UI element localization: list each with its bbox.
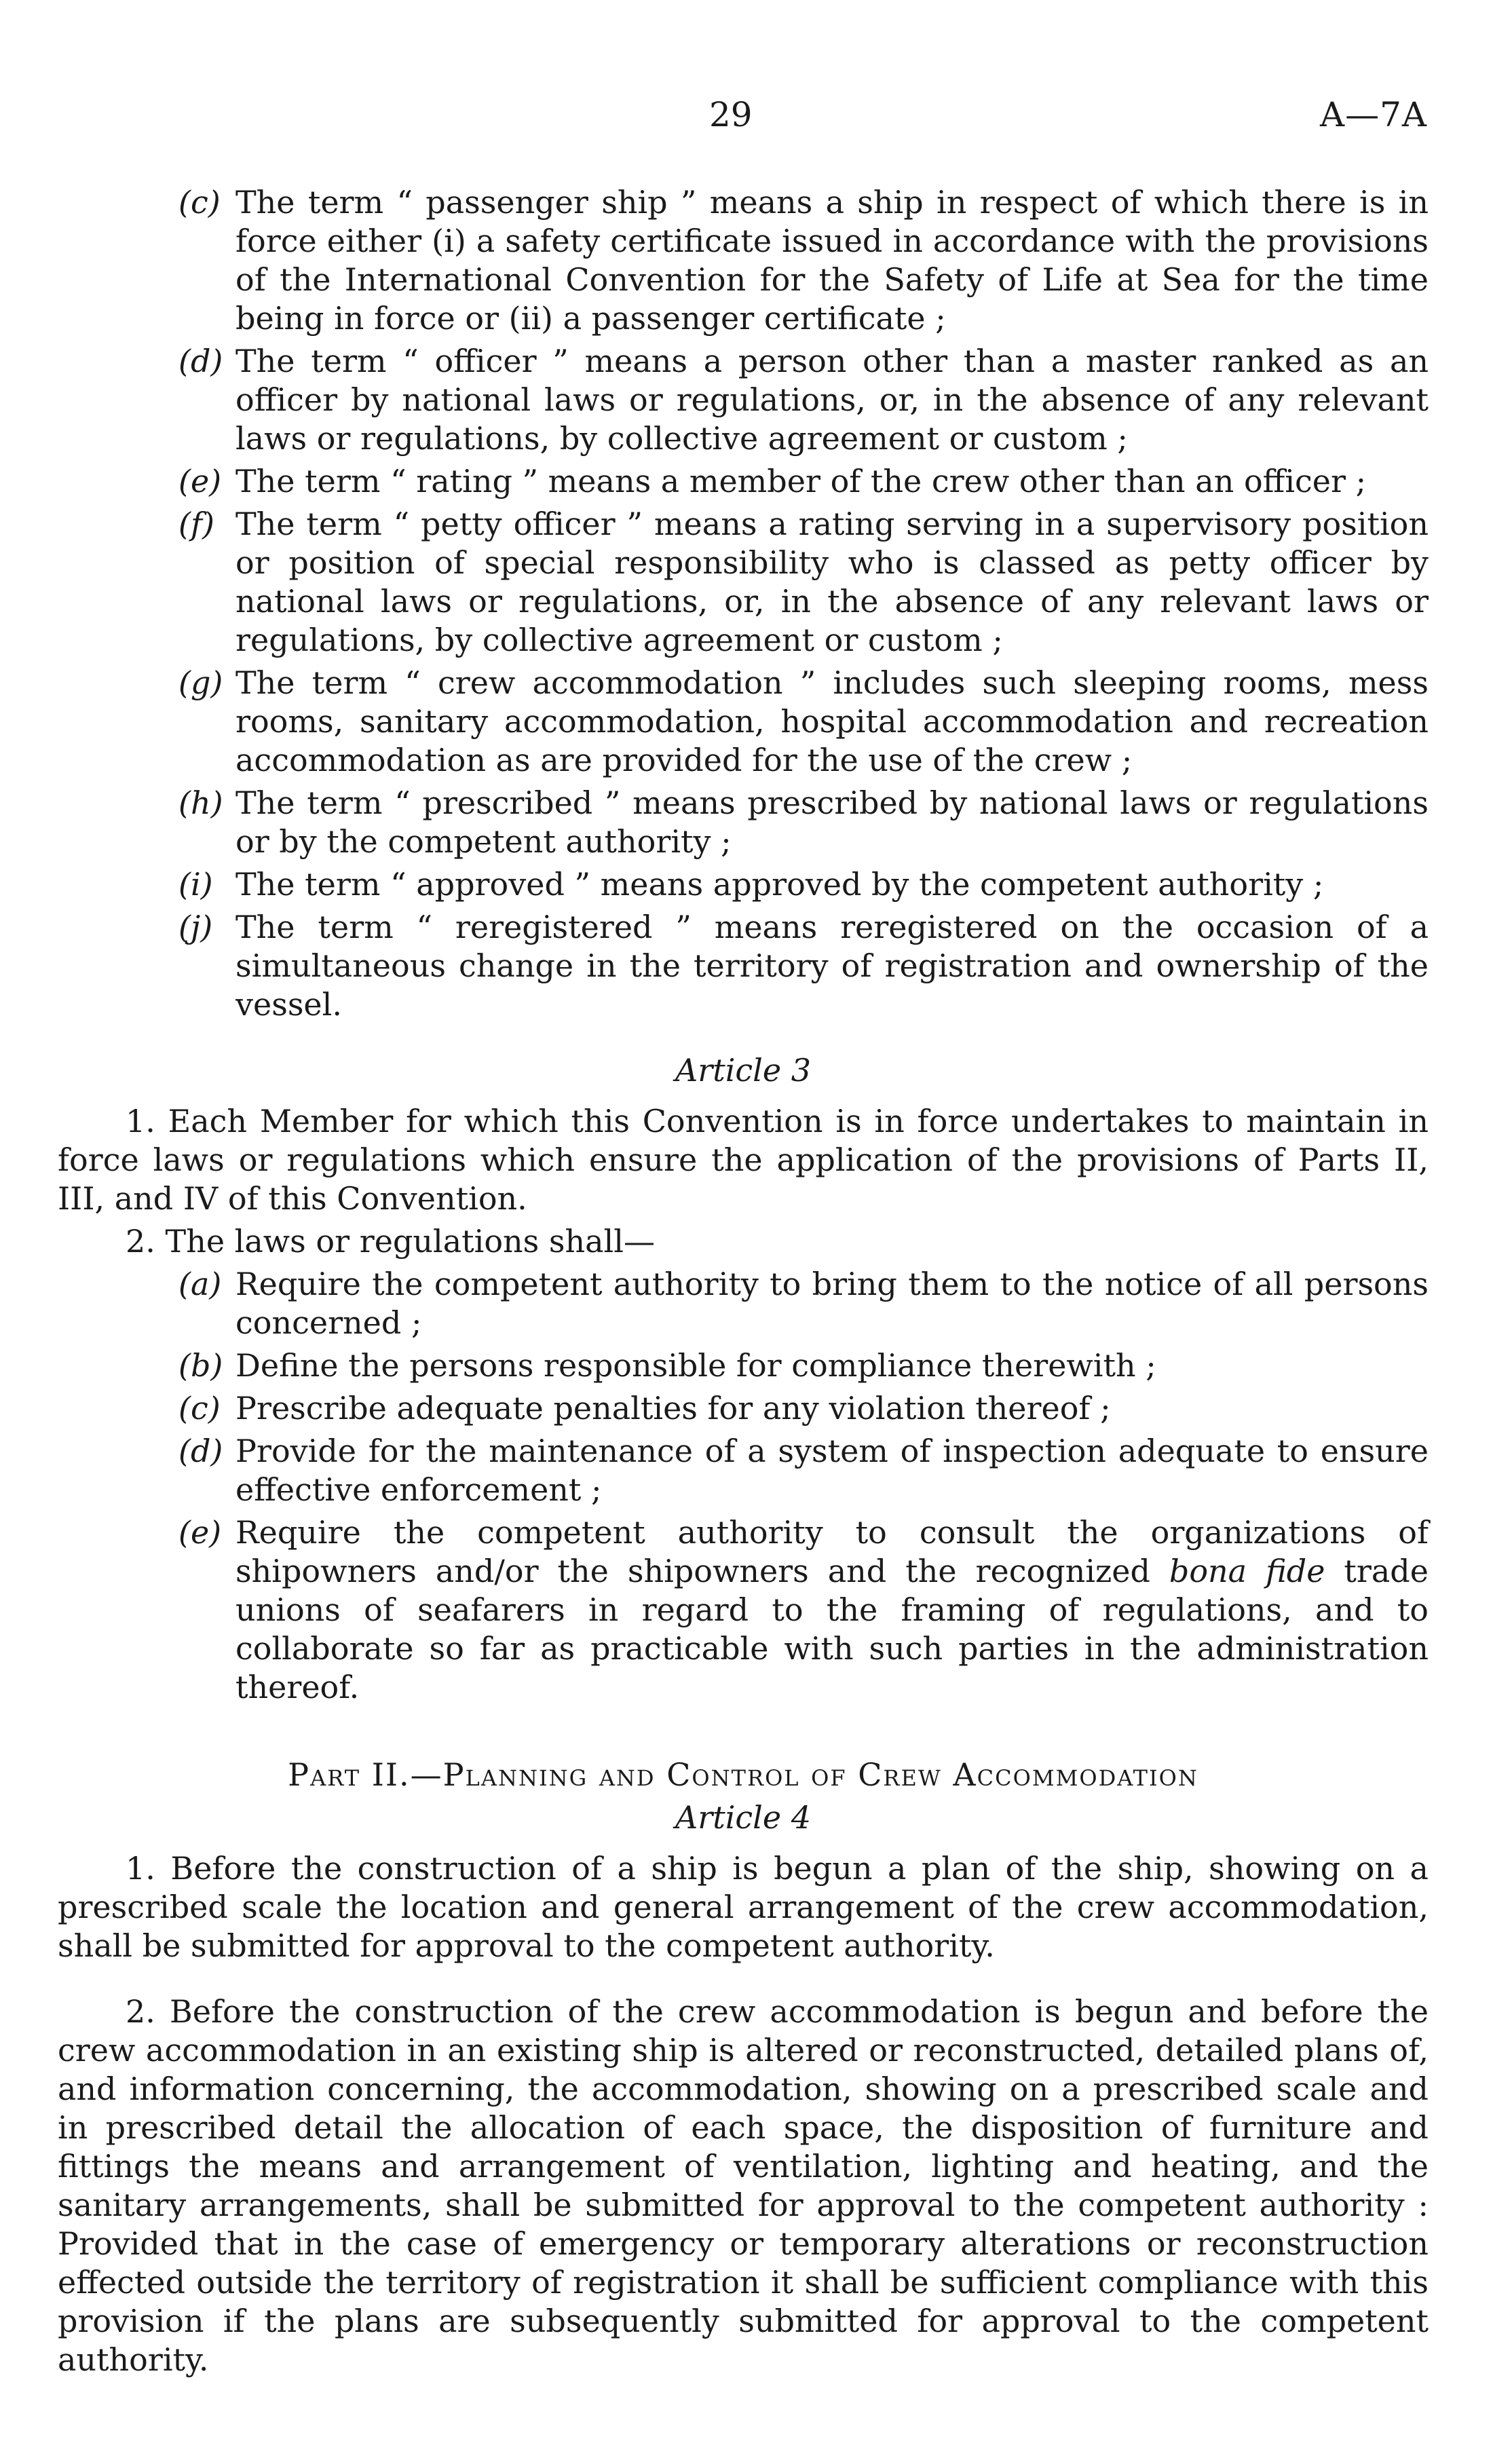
item-text: The term “ approved ” means approved by the competent authority ; bbox=[235, 866, 1324, 903]
definition-item bbox=[58, 342, 1429, 458]
item-text: The term “ officer ” means a person other than a master ranked as an officer by national laws or regulations, or, in the absence of any relevant laws or regulations, by collective agreement or custom ; bbox=[235, 343, 1429, 457]
article-3-paragraph-2: 2. The laws or regulations shall— bbox=[126, 1223, 655, 1260]
article-4-heading: Article 4 bbox=[675, 1799, 811, 1836]
definitions-list bbox=[58, 183, 1429, 1024]
definition-item bbox=[58, 784, 1429, 861]
item-label: (d) bbox=[178, 1433, 223, 1469]
requirement-item bbox=[58, 1265, 1429, 1342]
article-4-paragraph-1: 1. Before the construction of a ship is begun a plan of the ship, showing on a prescribed scale the location and general arrangement of the crew accommodation, shall be submitted for approval to the competent authority. bbox=[58, 1850, 1429, 1964]
requirement-item bbox=[58, 1346, 1429, 1385]
article-3-paragraph-1: 1. Each Member for which this Convention is in force undertakes to maintain in force laws or regulations which ensure the application of the provisions of Parts II, III, and IV of this Convention. bbox=[58, 1103, 1429, 1217]
item-label: (i) bbox=[178, 866, 213, 903]
item-text: Prescribe adequate penalties for any violation thereof ; bbox=[235, 1390, 1111, 1427]
article-3-heading: Article 3 bbox=[675, 1052, 811, 1089]
requirement-item bbox=[58, 1513, 1429, 1707]
definition-item bbox=[58, 183, 1429, 338]
item-text: The term “ passenger ship ” means a ship in respect of which there is in force either (i) a safety certificate issued in accordance with the provisions of the International Convention for the Safety of Life at Sea for the time being in force or (ii) a passenger certificate ; bbox=[235, 184, 1429, 337]
item-text: The term “ reregistered ” means reregistered on the occasion of a simultaneous change in the territory of registration and ownership of the vessel. bbox=[235, 909, 1429, 1023]
requirement-item bbox=[58, 1432, 1429, 1509]
item-text-before: Require the competent authority to consult the organizations of shipowners and/or the shipowners and the recognized bbox=[235, 1514, 1429, 1589]
definition-item bbox=[58, 908, 1429, 1024]
item-text: Define the persons responsible for compliance therewith ; bbox=[235, 1347, 1156, 1384]
item-text: Require the competent authority to bring them to the notice of all persons concerned ; bbox=[235, 1266, 1429, 1341]
body-text bbox=[58, 183, 1429, 2383]
item-text: Provide for the maintenance of a system of inspection adequate to ensure effective enforcement ; bbox=[235, 1433, 1429, 1508]
item-label: (g) bbox=[178, 664, 223, 701]
page-header bbox=[0, 95, 1512, 136]
item-text-after: trade unions of seafarers in regard to the framing of regulations, and to collaborate so far as practicable with such parties in the administration thereof. bbox=[235, 1553, 1429, 1705]
definition-item bbox=[58, 462, 1429, 501]
part-2-heading: Part II.—Planning and Control of Crew Accommodation bbox=[288, 1756, 1198, 1793]
item-label: (e) bbox=[178, 1514, 222, 1551]
definition-item bbox=[58, 664, 1429, 780]
item-label: (f) bbox=[178, 506, 214, 542]
item-text: The term “ petty officer ” means a rating serving in a supervisory position or position of special responsibility who is classed as petty officer by national laws or regulations, or, in the absence of any relevant laws or regulations, by collective agreement or custom ; bbox=[235, 506, 1429, 658]
requirement-item bbox=[58, 1389, 1429, 1428]
item-text: The term “ crew accommodation ” includes such sleeping rooms, mess rooms, sanitary accommodation, hospital accommodation and recreation accommodation as are provided for the use of the crew ; bbox=[235, 664, 1429, 778]
item-label: (j) bbox=[178, 909, 213, 945]
item-text-italic: bona fide bbox=[1169, 1553, 1325, 1589]
definition-item bbox=[58, 505, 1429, 660]
item-text: The term “ prescribed ” means prescribed by national laws or regulations or by the competent authority ; bbox=[235, 785, 1429, 860]
page-number: 29 bbox=[709, 95, 753, 134]
item-label: (c) bbox=[178, 184, 221, 221]
item-label: (c) bbox=[178, 1390, 221, 1427]
item-label: (a) bbox=[178, 1266, 222, 1302]
item-label: (e) bbox=[178, 463, 222, 499]
document-reference: A—7A bbox=[1319, 95, 1427, 134]
item-label: (h) bbox=[178, 785, 223, 821]
item-label: (b) bbox=[178, 1347, 223, 1384]
item-label: (d) bbox=[178, 343, 223, 379]
article-3-items bbox=[58, 1265, 1429, 1707]
article-4-paragraph-2: 2. Before the construction of the crew accommodation is begun and before the crew accommodation in an existing ship is altered or reconstructed, detailed plans of, and information concerning, the accommodation, showing on a prescribed scale and in prescribed detail the allocation of each space, the disposition of furniture and fittings the means and arrangement of ventilation, lighting and heating, and the sanitary arrangements, shall be submitted for approval to the competent authority : Provided that in the case of emergency or temporary alterations or reconstruction effected outside the territory of registration it shall be sufficient compliance with this provision if the plans are subsequently submitted for approval to the competent authority. bbox=[58, 1993, 1429, 2378]
definition-item bbox=[58, 865, 1429, 904]
item-text: The term “ rating ” means a member of the crew other than an officer ; bbox=[235, 463, 1367, 499]
